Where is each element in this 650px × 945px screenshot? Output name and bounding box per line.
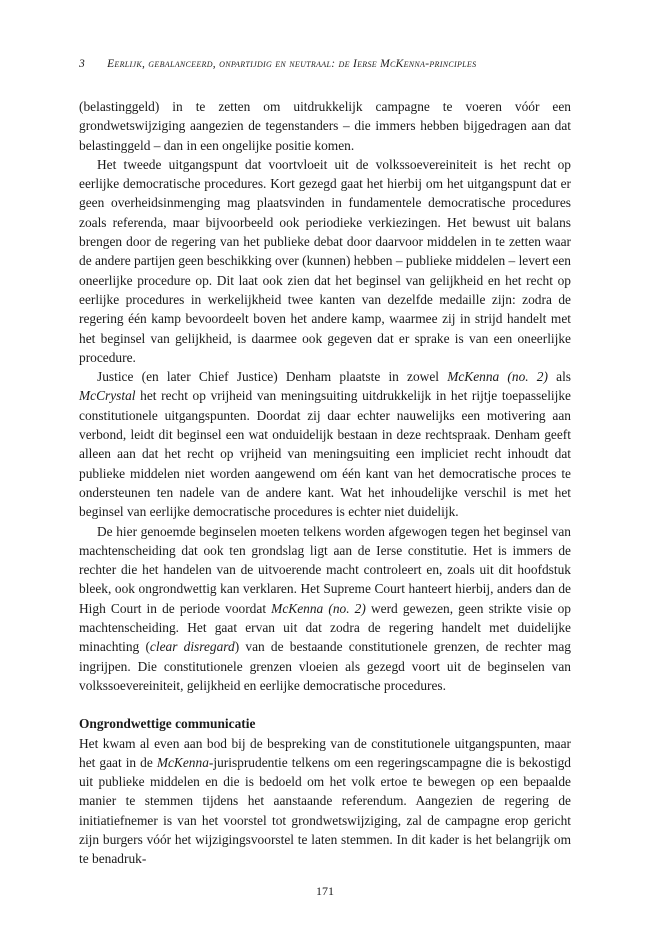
paragraph [79, 734, 571, 869]
body-text [79, 97, 571, 869]
section-heading: Ongrondwettige communicatie [79, 716, 256, 732]
text-run: De hier genoemde beginselen moeten telkens worden afgewogen tegen het beginsel van machtenscheiding dat ook ten grondslag ligt aan de Ierse constitutie. Het is immers de rechter die het handelen van de uitvoerende macht controleert en, zoals uit dit hoofdstuk bleek, ook ongrondwettig kan verklaren. Het Supreme Court hanteert hierbij, anders dan de High Court in de periode voordat [79, 523, 571, 616]
paragraph [79, 522, 571, 696]
chapter-title: Eerlijk, gebalanceerd, onpartijdig en neutraal: de Ierse McKenna-principles [107, 58, 477, 70]
section-paragraph-group [79, 734, 571, 869]
italic-text: McKenna (no. 2) [271, 600, 366, 616]
page-number: 171 [316, 884, 334, 898]
paragraph [79, 367, 571, 521]
chapter-number: 3 [79, 58, 86, 70]
italic-text: McKenna [156, 754, 209, 770]
paragraph [79, 155, 571, 367]
text-run: het recht op vrijheid van meningsuiting uitdrukkelijk in het rijtje toepasselijke constitutionele uitgangspunten. Doordat zij daar echter nauwelijks een motivering aan verbond, leidt dit beginsel een wat onduidelijk bestaan in deze rechtspraak. Denham geeft alleen aan dat het recht op vrijheid van meningsuiting een impliciet recht inhoudt dat publieke middelen niet worden aangewend om één kant van het democratische proces te ondersteunen ten nadele van de andere kant. Wat het inhoudelijke verschil is met het beginsel van eerlijke democratische procedures is echter niet duidelijk. [79, 388, 571, 520]
text-run: (belastinggeld) in te zetten om uitdrukkelijk campagne te voeren vóór een grondwetswijziging aangezien de tegenstanders – die immers hebben bijgedragen aan dat belastinggeld – dan in een ongelijke positie komen. [79, 99, 571, 153]
document-page [79, 0, 571, 945]
text-run: Justice (en later Chief Justice) Denham plaatste in zowel [97, 369, 448, 385]
paragraph-group [79, 97, 571, 695]
text-run: ) van de bestaande constitutionele grenzen, de rechter mag ingrijpen. Die constitutionele grenzen vloeien als gezegd voort uit de beginselen van volkssoevereiniteit, gelijkheid en eerlijke democratische procedures. [79, 639, 571, 693]
text-run: Het tweede uitgangspunt dat voortvloeit uit de volkssoevereiniteit is het recht op eerlijke democratische procedures. Kort gezegd gaat het hierbij om het uitgangspunt dat er geen overheidsinmenging mag plaatsvinden in fundamentele democratische procedures zoals referenda, maar bijvoorbeeld ook periodieke verkiezingen. Het bewust uit balans brengen door de regering van het publieke debat door daarvoor middelen in te zetten waar de andere partijen geen beschikking over (kunnen) hebben – publieke middelen – levert een oneerlijke procedure op. Dit laat ook zien dat het beginsel van gelijkheid en het recht op eerlijke procedures in werkelijkheid twee kanten van dezelfde medaille zijn: zodra de regering één kamp bevoordeelt boven het andere kamp, waarmee zij in strijd handelt met het beginsel van gelijkheid, is daarmee ook gegeven dat er sprake is van een oneerlijke procedure. [79, 156, 571, 365]
text-run: Het kwam al even aan bod bij de bespreking van de constitutionele uitgangspunten, maar het gaat in de [79, 735, 571, 770]
running-head [79, 58, 571, 70]
paragraph [79, 97, 571, 155]
italic-text: McKenna (no. 2) [447, 369, 548, 385]
text-run: werd gewezen, geen strikte visie op machtenscheiding. Het gaat ervan uit dat zodra de regering handelt met duidelijke minachting ( [79, 600, 571, 655]
text-run: als [547, 369, 571, 385]
italic-text: clear disregard [149, 639, 235, 655]
italic-text: McCrystal [79, 388, 136, 404]
text-run: -jurisprudentie telkens om een regeringscampagne die is bekostigd uit publieke middelen en die is bedoeld om het volk ertoe te bewegen op een bepaalde manier te stemmen tijdens het aanstaande referendum. Aangezien de regering de initiatiefnemer is van het voorstel tot grondwetswijziging, zal de campagne erop gericht zijn burgers vóór het wijzigingsvoorstel te laten stemmen. In dit kader is het belangrijk om te benadruk- [79, 754, 571, 867]
